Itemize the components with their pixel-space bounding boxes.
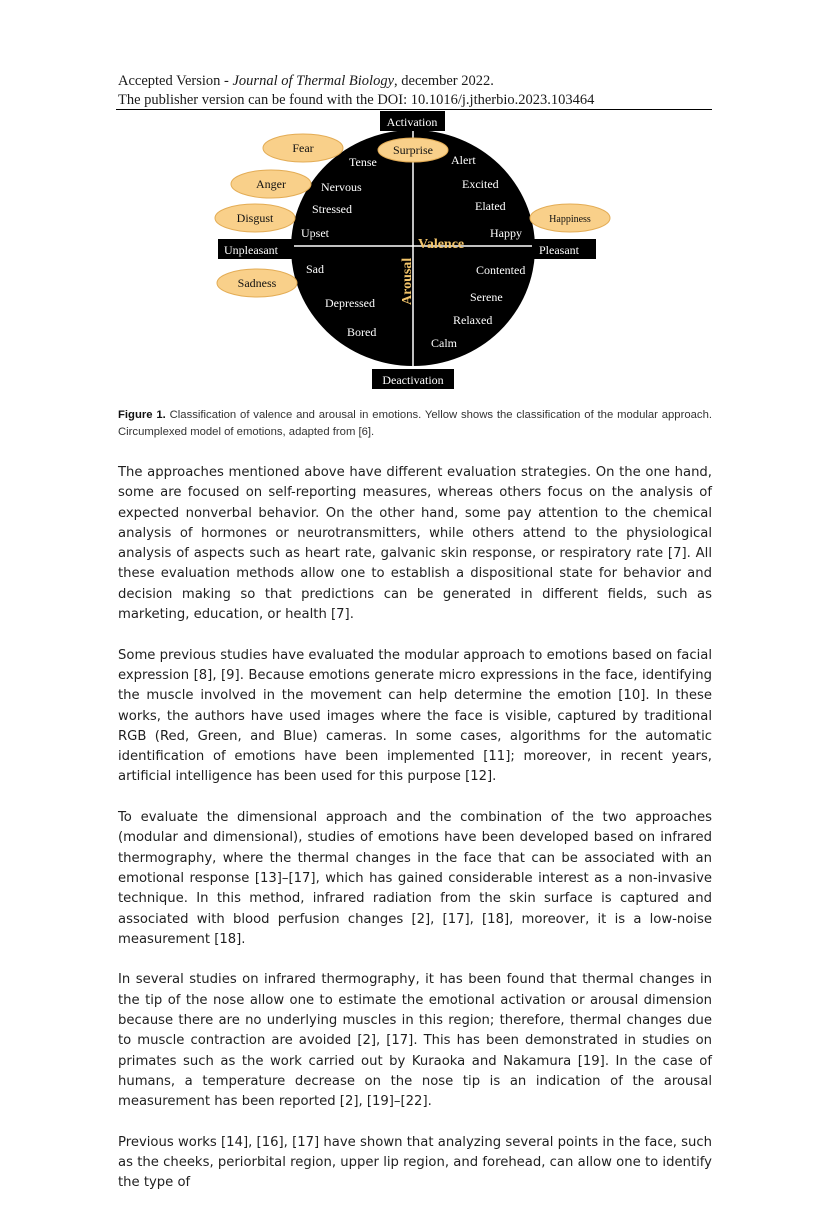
sadness-label: Sadness [237, 276, 277, 290]
paragraph: The approaches mentioned above have different evaluation strategies. On the one hand, some are focused on self-reporting measures, whereas others focus on the analysis of expected nonverbal behavior. On the other hand, some pay attention to the chemical analysis of hormones or neurotransmitters, while others attend to the physiological analysis of aspects such as heart rate, galvanic skin response, or respiratory rate [7]. All these evaluation methods allow one to establish a dispositional state for behavior and decision making so that predictions can be generated in different fields, such as marketing, education, or health [7]. [118, 465, 712, 623]
pleasant-label: Pleasant [539, 243, 579, 257]
word-contented: Contented [476, 263, 526, 277]
word-calm: Calm [431, 336, 457, 350]
paragraph: In several studies on infrared thermography, it has been found that thermal changes in the tip of the nose allow one to estimate the emotional activation or arousal dimension because there are no underlying muscles in this region; therefore, thermal changes due to muscle contraction are avoided [2], [17]. This has been demonstrated in studies on primates such as the work carried out by Kuraoka and Nakamura [19]. In the case of humans, a temperature decrease on the nose tip is an indication of the arousal measurement has been reported [2], [19]–[22]. [118, 972, 712, 1110]
caption-text: Classification of valence and arousal in emotions. Yellow shows the classification of the modular approach. Circumplexed model of emotions, adapted from [6]. [118, 409, 712, 438]
arousal-label: Arousal [400, 257, 415, 305]
journal-name: Journal of Thermal Biology [232, 73, 395, 89]
deactivation-label: Deactivation [382, 373, 444, 387]
word-serene: Serene [470, 290, 503, 304]
paragraph: Some previous studies have evaluated the modular approach to emotions based on facial expression [8], [9]. Because emotions generate micro expressions in the face, identifying the muscle involved in the movement can help determine the emotion [10]. In these works, the authors have used images where the face is visible, captured by traditional RGB (Red, Green, and Blue) cameras. In some cases, algorithms for the automatic identification of emotions have been implemented [11]; moreover, in recent years, artificial intelligence has been used for this purpose [12]. [118, 647, 712, 785]
word-bored: Bored [347, 325, 377, 339]
word-stressed: Stressed [312, 202, 352, 216]
body-text [118, 463, 712, 1214]
word-excited: Excited [462, 177, 499, 191]
word-depressed: Depressed [325, 296, 375, 310]
unpleasant-label: Unpleasant [224, 243, 278, 257]
happiness-label: Happiness [549, 214, 591, 225]
word-relaxed: Relaxed [453, 313, 493, 327]
word-happy: Happy [490, 226, 522, 240]
figure-caption [118, 407, 712, 441]
surprise-label: Surprise [393, 143, 433, 157]
disgust-label: Disgust [236, 211, 274, 225]
word-upset: Upset [301, 226, 329, 240]
header-prefix: Accepted Version - [118, 73, 233, 89]
word-elated: Elated [475, 199, 506, 213]
anger-label: Anger [256, 177, 286, 191]
word-nervous: Nervous [321, 180, 362, 194]
word-sad: Sad [306, 262, 324, 276]
word-alert: Alert [451, 153, 476, 167]
fear-label: Fear [292, 141, 314, 155]
valence-label: Valence [418, 237, 465, 252]
paragraph: To evaluate the dimensional approach and the combination of the two approaches (modular and dimensional), studies of emotions have been developed based on infrared thermography, where the thermal changes in the face that can be associated with an emotional response [13]–[17], which has gained considerable interest as a non-invasive technique. In this method, infrared radiation from the skin surface is captured and associated with blood perfusion changes [2], [17], [18], moreover, it is a low-noise measurement [18]. [118, 810, 712, 947]
word-tense: Tense [349, 155, 377, 169]
header-suffix: , december 2022. [394, 73, 494, 89]
circumplex-figure [0, 0, 827, 395]
activation-label: Activation [386, 115, 438, 129]
paragraph: Previous works [14], [16], [17] have shown that analyzing several points in the face, such as the cheeks, periorbital region, upper lip region, and forehead, can allow one to identify the type of [118, 1134, 712, 1191]
header-line-2: The publisher version can be found with the DOI: 10.1016/j.jtherbio.2023.103464 [118, 92, 595, 108]
caption-label: Figure 1. [118, 409, 166, 421]
